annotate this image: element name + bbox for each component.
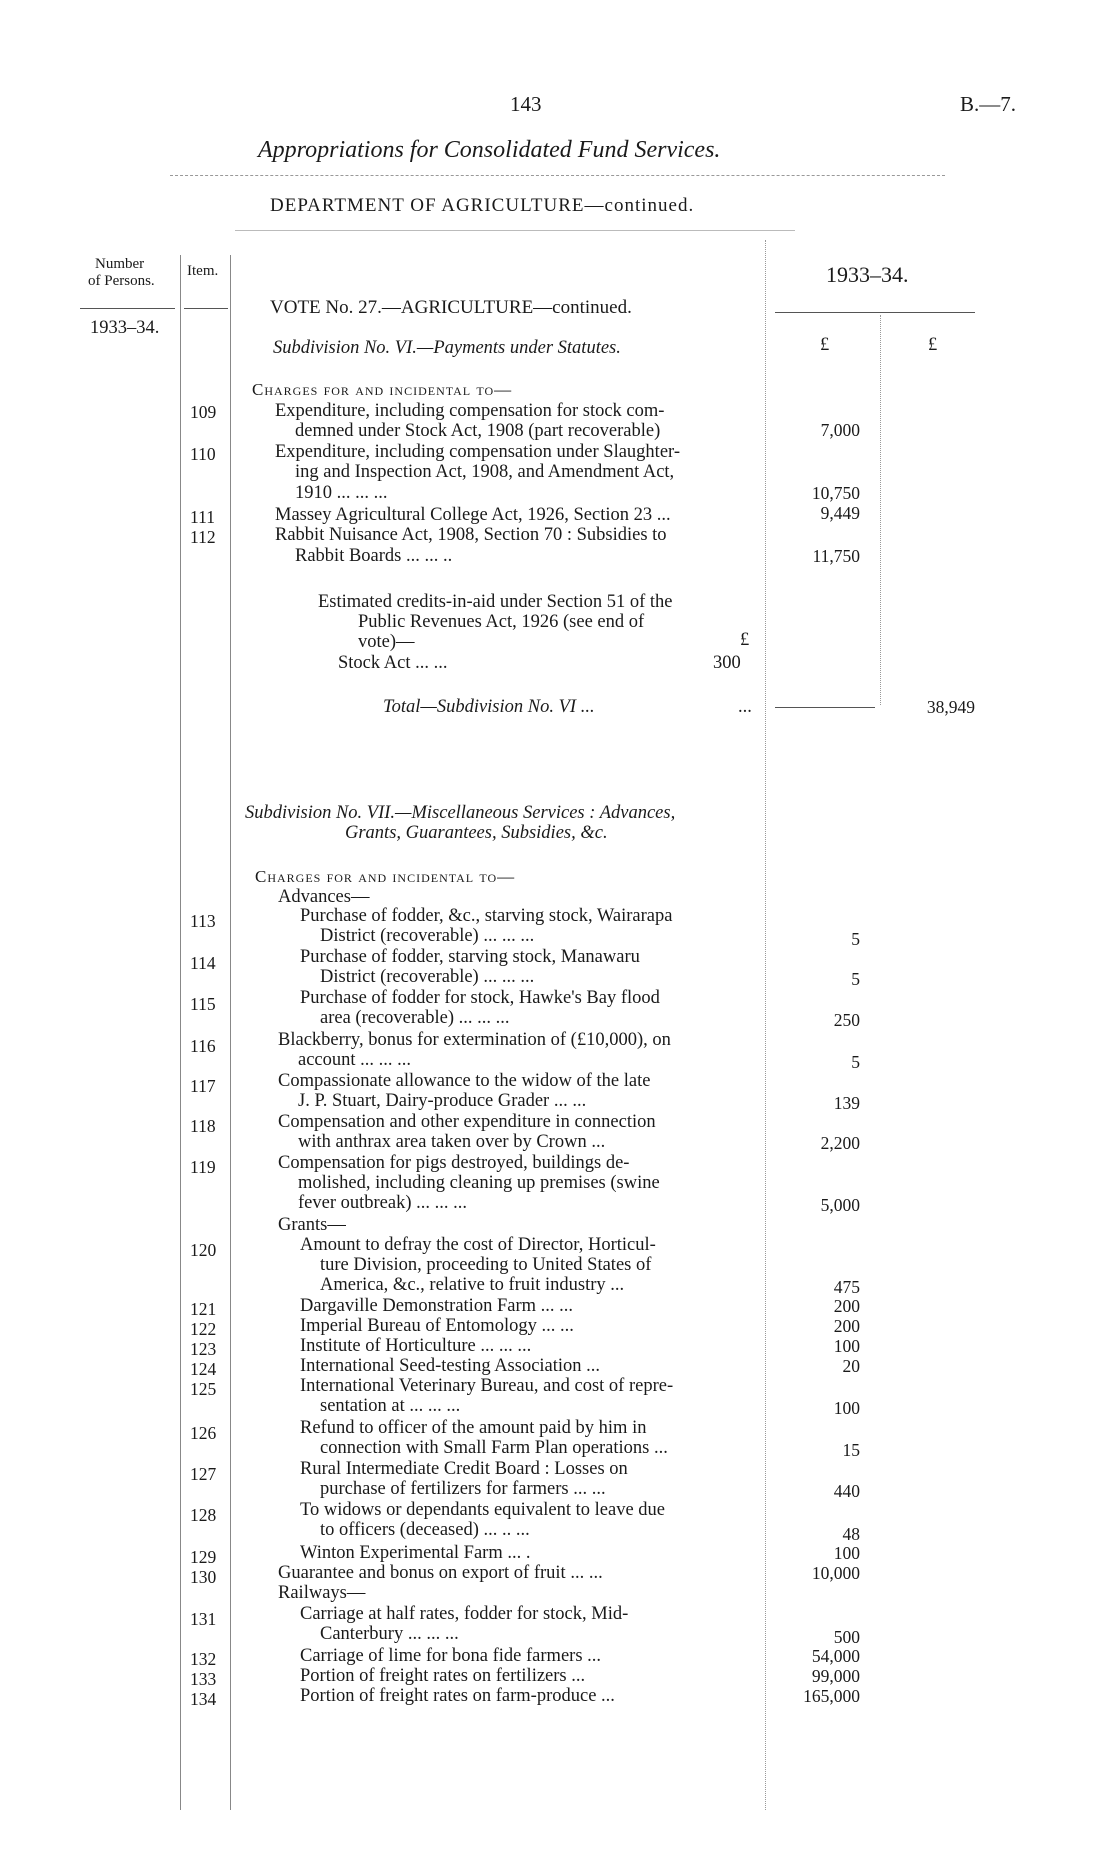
item-number: 119 xyxy=(190,1157,216,1177)
item-amount: 165,000 xyxy=(803,1686,860,1706)
item-number: 116 xyxy=(190,1036,216,1056)
item-description: account ... ... ... xyxy=(298,1050,412,1070)
item-amount: 100 xyxy=(833,1336,860,1356)
item-number: 127 xyxy=(190,1464,217,1484)
item-number: 109 xyxy=(190,402,217,422)
item-description: Rabbit Nuisance Act, 1908, Section 70 : Subsidies to xyxy=(275,525,667,545)
item-description: purchase of fertilizers for farmers ... ... xyxy=(320,1479,606,1499)
item-description: sentation at ... ... ... xyxy=(320,1396,461,1416)
item-number: 131 xyxy=(190,1609,217,1629)
item-number: 126 xyxy=(190,1423,217,1443)
item-amount: 139 xyxy=(833,1093,860,1113)
item-number: 129 xyxy=(190,1547,217,1567)
item-number: 133 xyxy=(190,1669,217,1689)
subdivision-6-total-label: Total—Subdivision No. VI ... xyxy=(383,697,595,717)
item-description: Winton Experimental Farm ... . xyxy=(300,1543,531,1563)
item-description: Carriage at half rates, fodder for stock, Mid- xyxy=(300,1604,629,1624)
item-amount: 500 xyxy=(833,1627,860,1647)
item-amount: 200 xyxy=(833,1296,860,1316)
total-rule xyxy=(775,707,875,708)
credits-in-aid-text: Estimated credits-in-aid under Section 51 of the xyxy=(318,592,673,612)
item-amount: 15 xyxy=(842,1440,860,1460)
item-description: Massey Agricultural College Act, 1926, Section 23 ... xyxy=(275,505,671,525)
item-header: Item. xyxy=(187,263,219,279)
item-description: Refund to officer of the amount paid by him in xyxy=(300,1418,647,1438)
item-description: Compassionate allowance to the widow of the late xyxy=(278,1071,651,1091)
subdivision-6-total-dots: ... xyxy=(738,697,752,717)
item-description: Blackberry, bonus for extermination of (£10,000), on xyxy=(278,1030,671,1050)
persons-year: 1933–34. xyxy=(90,318,160,338)
item-number: 130 xyxy=(190,1567,217,1587)
item-number: 117 xyxy=(190,1076,216,1096)
item-description: Guarantee and bonus on export of fruit ... ... xyxy=(278,1563,603,1583)
item-description: Portion of freight rates on farm-produce ... xyxy=(300,1686,615,1706)
subdivision-7-charges: Charges for and incidental to— xyxy=(255,867,516,886)
item-amount: 2,200 xyxy=(820,1133,860,1153)
stock-act-label: Stock Act ... ... xyxy=(338,653,448,673)
item-number: 111 xyxy=(190,507,215,527)
item-amount: 5 xyxy=(851,1052,860,1072)
item-description: International Seed-testing Association ... xyxy=(300,1356,601,1376)
year-header: 1933–34. xyxy=(826,262,909,287)
item-number: 114 xyxy=(190,953,216,973)
item-amount: 250 xyxy=(833,1010,860,1030)
item-description: Rural Intermediate Credit Board : Losses on xyxy=(300,1459,628,1479)
credits-pound-sign: £ xyxy=(740,630,750,650)
item-amount: 475 xyxy=(833,1277,860,1297)
item-amount: 48 xyxy=(842,1524,860,1544)
item-amount: 7,000 xyxy=(820,420,860,440)
subdivision-6-charges: Charges for and incidental to— xyxy=(252,380,513,399)
title-rule xyxy=(170,175,945,176)
department-rule xyxy=(235,230,795,231)
subdivision-7-heading: Subdivision No. VII.—Miscellaneous Services : Advances, xyxy=(245,803,676,823)
item-description: Carriage of lime for bona fide farmers ... xyxy=(300,1646,602,1666)
item-description: fever outbreak) ... ... ... xyxy=(298,1193,468,1213)
document-reference: B.—7. xyxy=(960,92,1017,116)
item-amount: 54,000 xyxy=(811,1646,860,1666)
amount-column-rule xyxy=(765,240,766,1810)
item-number: 125 xyxy=(190,1379,217,1399)
item-number: 128 xyxy=(190,1505,217,1525)
item-description: Canterbury ... ... ... xyxy=(320,1624,459,1644)
stock-act-amount: 300 xyxy=(713,653,741,673)
item-description: Compensation and other expenditure in connection xyxy=(278,1112,656,1132)
item-amount: 200 xyxy=(833,1316,860,1336)
grants-heading: Grants— xyxy=(278,1215,346,1235)
item-description: Purchase of fodder for stock, Hawke's Bay flood xyxy=(300,988,660,1008)
item-amount: 5 xyxy=(851,969,860,989)
item-description: J. P. Stuart, Dairy-produce Grader ... ... xyxy=(298,1091,587,1111)
item-number: 120 xyxy=(190,1240,217,1260)
item-number: 113 xyxy=(190,911,216,931)
item-number: 118 xyxy=(190,1116,216,1136)
item-description: America, &c., relative to fruit industry ... xyxy=(320,1275,625,1295)
item-description: ture Division, proceeding to United States of xyxy=(320,1255,652,1275)
item-description: Expenditure, including compensation for stock com- xyxy=(275,401,665,421)
item-description: International Veterinary Bureau, and cost of repre- xyxy=(300,1376,674,1396)
item-description: demned under Stock Act, 1908 (part recoverable) xyxy=(295,421,661,441)
persons-header-line2: of Persons. xyxy=(88,273,155,289)
year-header-rule xyxy=(775,312,975,313)
item-amount: 20 xyxy=(842,1356,860,1376)
item-description: Dargaville Demonstration Farm ... ... xyxy=(300,1296,573,1316)
item-description: ing and Inspection Act, 1908, and Amendment Act, xyxy=(295,462,675,482)
item-description: Amount to defray the cost of Director, Horticul- xyxy=(300,1235,656,1255)
item-description: Purchase of fodder, &c., starving stock, Wairarapa xyxy=(300,906,673,926)
item-description: area (recoverable) ... ... ... xyxy=(320,1008,510,1028)
item-amount: 11,750 xyxy=(812,546,860,566)
item-description: to officers (deceased) ... .. ... xyxy=(320,1520,530,1540)
item-amount: 10,750 xyxy=(811,483,860,503)
item-description: with anthrax area taken over by Crown ... xyxy=(298,1132,606,1152)
page-number: 143 xyxy=(510,92,542,116)
item-amount: 5 xyxy=(851,929,860,949)
item-description: Portion of freight rates on fertilizers ... xyxy=(300,1666,586,1686)
item-amount: 440 xyxy=(833,1481,860,1501)
vote-title: VOTE No. 27.—AGRICULTURE—continued. xyxy=(270,297,632,318)
item-number: 124 xyxy=(190,1359,217,1379)
inner-amount-rule xyxy=(880,315,881,705)
item-amount: 99,000 xyxy=(811,1666,860,1686)
credits-in-aid-text: Public Revenues Act, 1926 (see end of xyxy=(358,612,645,632)
item-description: Compensation for pigs destroyed, buildings de- xyxy=(278,1153,630,1173)
item-description: Purchase of fodder, starving stock, Manawaru xyxy=(300,947,640,967)
persons-column-rule xyxy=(180,255,181,1810)
item-number: 123 xyxy=(190,1339,217,1359)
credits-in-aid-text: vote)— xyxy=(358,632,415,652)
item-description: connection with Small Farm Plan operations ... xyxy=(320,1438,668,1458)
item-number: 122 xyxy=(190,1319,217,1339)
item-description: Institute of Horticulture ... ... ... xyxy=(300,1336,532,1356)
pound-sign-right: £ xyxy=(928,335,938,355)
subdivision-6-total-amount: 38,949 xyxy=(926,697,975,717)
item-description: molished, including cleaning up premises (swine xyxy=(298,1173,660,1193)
item-number: 121 xyxy=(190,1299,217,1319)
persons-header-line1: Number xyxy=(95,256,145,272)
item-amount: 100 xyxy=(833,1543,860,1563)
pound-sign-left: £ xyxy=(820,335,830,355)
item-number: 112 xyxy=(190,527,216,547)
department-heading: DEPARTMENT OF AGRICULTURE—continued. xyxy=(270,195,695,216)
subdivision-7-heading: Grants, Guarantees, Subsidies, &c. xyxy=(345,823,608,843)
railways-heading: Railways— xyxy=(278,1583,366,1603)
item-description: Imperial Bureau of Entomology ... ... xyxy=(300,1316,574,1336)
persons-header-rule xyxy=(80,308,175,309)
item-number: 115 xyxy=(190,994,216,1014)
item-description: To widows or dependants equivalent to leave due xyxy=(300,1500,666,1520)
item-amount: 5,000 xyxy=(820,1195,860,1215)
item-number: 134 xyxy=(190,1689,217,1709)
page-title: Appropriations for Consolidated Fund Services. xyxy=(258,137,721,163)
item-number: 132 xyxy=(190,1649,217,1669)
subdivision-6-heading: Subdivision No. VI.—Payments under Statutes. xyxy=(273,338,621,358)
item-description: 1910 ... ... ... xyxy=(295,483,388,503)
item-amount: 100 xyxy=(833,1398,860,1418)
item-description: Rabbit Boards ... ... .. xyxy=(295,546,453,566)
item-description: District (recoverable) ... ... ... xyxy=(320,967,535,987)
item-description: Expenditure, including compensation under Slaughter- xyxy=(275,442,680,462)
item-description: District (recoverable) ... ... ... xyxy=(320,926,535,946)
item-column-rule xyxy=(230,255,231,1810)
item-header-rule xyxy=(184,308,228,309)
advances-heading: Advances— xyxy=(278,887,370,907)
item-amount: 10,000 xyxy=(811,1563,860,1583)
item-number: 110 xyxy=(190,444,216,464)
item-amount: 9,449 xyxy=(820,503,860,523)
